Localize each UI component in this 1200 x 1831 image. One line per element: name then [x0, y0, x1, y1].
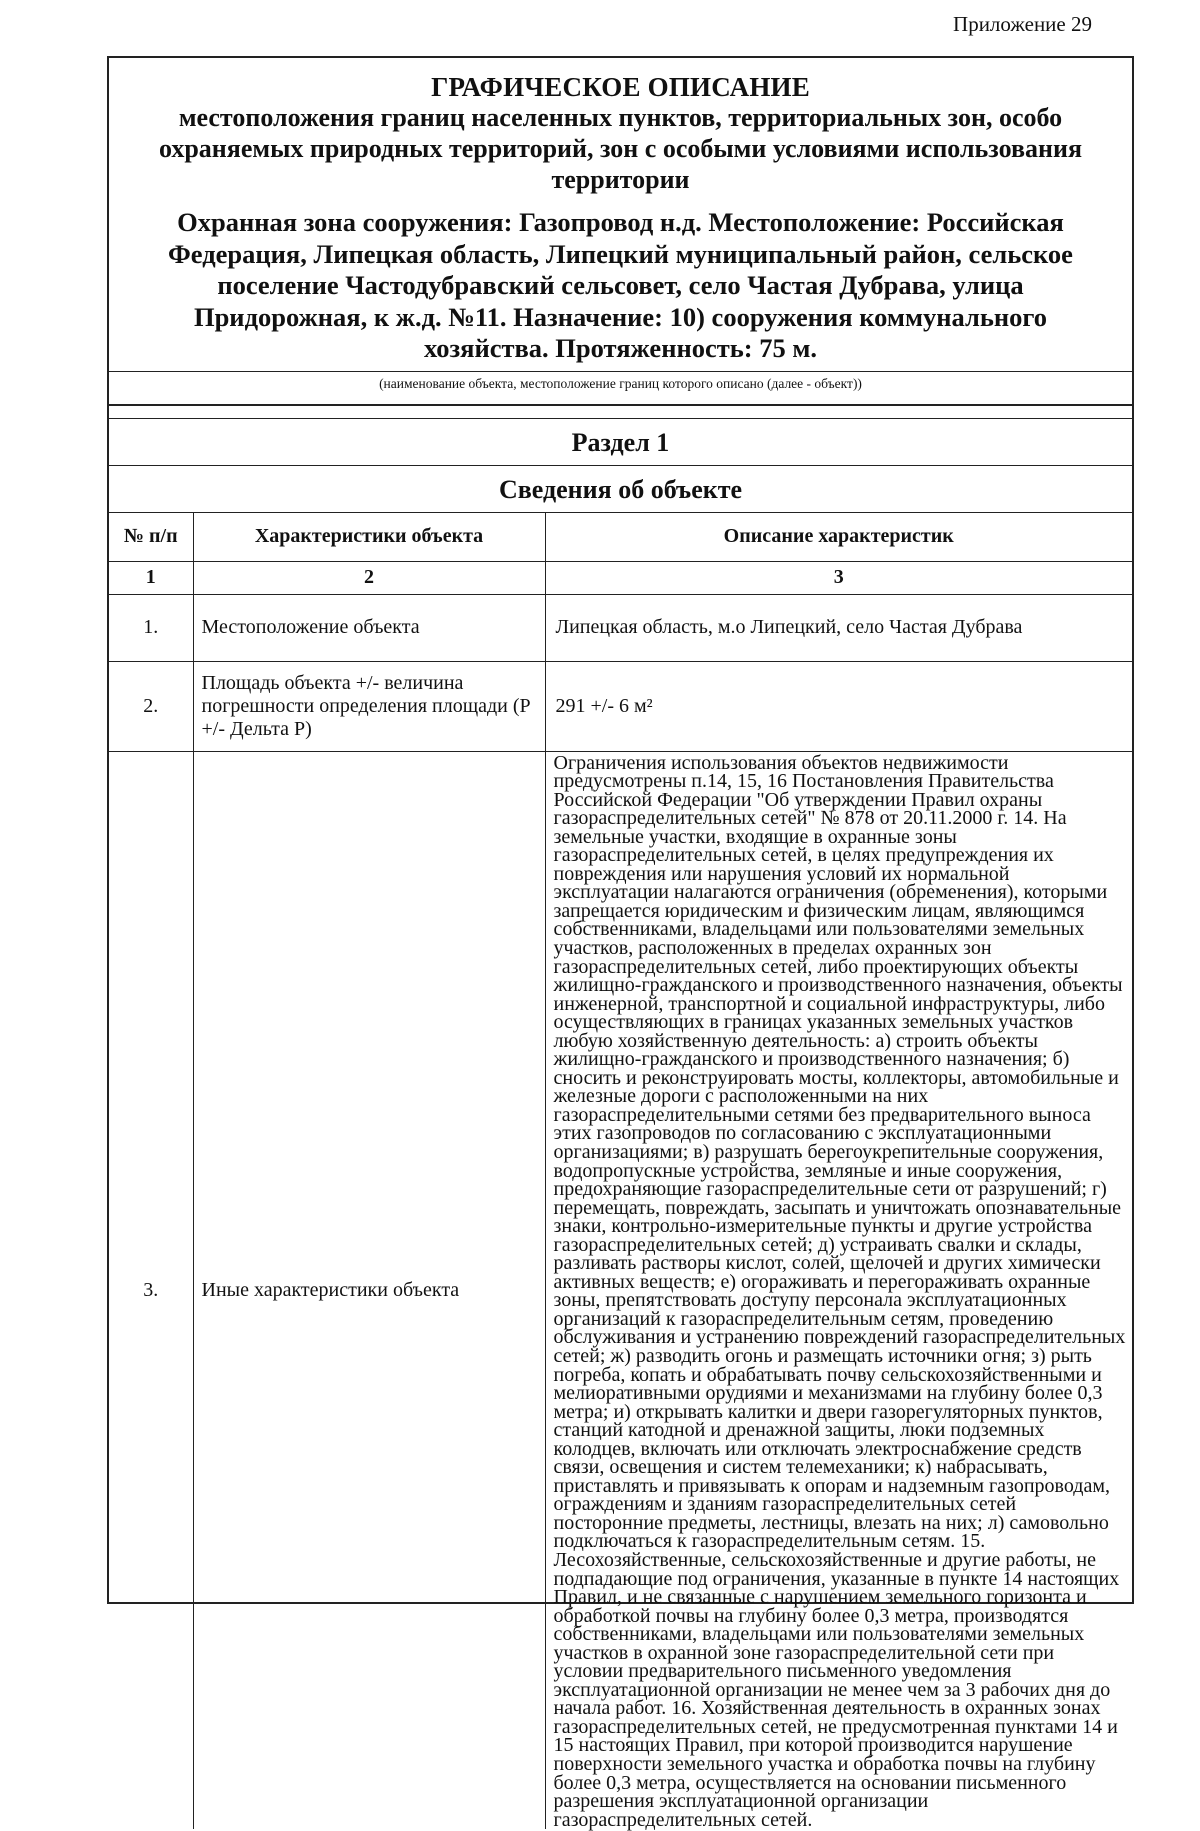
- table-row: [109, 661, 1132, 751]
- section-subtitle: Сведения об объекте: [109, 466, 1132, 513]
- section-title: Раздел 1: [109, 419, 1132, 466]
- object-name: Охранная зона сооружения: Газопровод н.д. Местоположение: Российская Федерация, Липецкая область, Липецкий муниципальный район, сельское поселение Частодубравский сельсовет, село Частая Дубрава, улица Придорожная, к ж.д. №11. Назначение: 10) сооружения коммунального хозяйства. Протяженность: 75 м.: [168, 207, 1073, 363]
- column-header-characteristics: Характеристики объекта: [193, 513, 545, 561]
- document-subtitle: местоположения границ населенных пунктов, территориальных зон, особо охраняемых природных территорий, зон с особыми условиями использования территории: [158, 103, 1083, 194]
- appendix-label: Приложение 29: [953, 12, 1092, 36]
- column-number: 3: [545, 561, 1132, 594]
- object-name-caption: (наименование объекта, местоположение границ которого описано (далее - объект)): [109, 372, 1132, 406]
- column-header-number: № п/п: [109, 513, 193, 561]
- column-number: 1: [109, 561, 193, 594]
- object-info-table: [109, 513, 1132, 1829]
- row-number: 1.: [109, 594, 193, 661]
- row-label: Иные характеристики объекта: [193, 751, 545, 1829]
- row-label: Площадь объекта +/- величина погрешности определения площади (Р +/- Дельта Р): [193, 661, 545, 751]
- column-number: 2: [193, 561, 545, 594]
- table-row: [109, 594, 1132, 661]
- row-value: 291 +/- 6 м²: [545, 661, 1132, 751]
- document-frame: [107, 56, 1134, 1831]
- column-header-description: Описание характеристик: [545, 513, 1132, 561]
- row-value: Липецкая область, м.о Липецкий, село Частая Дубрава: [545, 594, 1132, 661]
- row-number: 2.: [109, 661, 193, 751]
- table-row: [109, 751, 1132, 1829]
- document-header: [109, 58, 1132, 372]
- spacer: [109, 406, 1132, 419]
- row-value-restrictions: Ограничения использования объектов недвижимости предусмотрены п.14, 15, 16 Постановления Правительства Российской Федерации "Об утверждении Правил охраны газораспределительных сетей" № 878 от 20.11.2000 г. 14. На земельные участки, входящие в охранные зоны газораспределительных сетей, в целях предупреждения их повреждения или нарушения условий их нормальной эксплуатации налагаются ограничения (обременения), которыми запрещается юридическим и физическим лицам, являющимся собственниками, владельцами или пользователями земельных участков, расположенных в пределах охранных зон газораспределительных сетей, либо проектирующих объекты жилищно-гражданского и производственного назначения, объекты инженерной, транспортной и социальной инфраструктуры, либо осуществляющих в границах указанных земельных участков любую хозяйственную деятельность: а) строить объекты жилищно-гражданского и производственного назначения; б) сносить и реконструировать мосты, коллекторы, автомобильные и железные дороги с расположенными на них газораспределительными сетями без предварительного выноса этих газопроводов по согласованию с эксплуатационными организациями; в) разрушать берегоукрепительные сооружения, водопропускные устройства, земляные и иные сооружения, предохраняющие газораспределительные сети от разрушений; г) перемещать, повреждать, засыпать и уничтожать опознавательные знаки, контрольно-измерительные пункты и другие устройства газораспределительных сетей; д) устраивать свалки и склады, разливать растворы кислот, солей, щелочей и других химически активных веществ; е) огораживать и перегораживать охранные зоны, препятствовать доступу персонала эксплуатационных организаций к газораспределительным сетям, проведению обслуживания и устранению повреждений газораспределительных сетей; ж) разводить огонь и размещать источники огня; з) рыть погреба, копать и обрабатывать почву сельскохозяйственными и мелиоративными орудиями и механизмами на глубину более 0,3 метра; и) открывать калитки и двери газорегуляторных пунктов, станций катодной и дренажной защиты, люки подземных колодцев, включать или отключать электроснабжение средств связи, освещения и систем телемеханики; к) набрасывать, приставлять и привязывать к опорам и надземным газопроводам, ограждениям и зданиям газораспределительных сетей посторонние предметы, лестницы, влезать на них; л) самовольно подключаться к газораспределительным сетям. 15. Лесохозяйственные, сельскохозяйственные и другие работы, не подпадающие под ограничения, указанные в пункте 14 настоящих Правил, и не связанные с нарушением земельного горизонта и обработкой почвы на глубину более 0,3 метра, производятся собственниками, владельцами или пользователями земельных участков в охранной зоне газораспределительной сети при условии предварительного письменного уведомления эксплуатационной организации не менее чем за 3 рабочих дня до начала работ. 16. Хозяйственная деятельность в охранных зонах газораспределительных сетей, не предусмотренная пунктами 14 и 15 настоящих Правил, при которой производится нарушение поверхности земельного участка и обработка почвы на глубину более 0,3 метра, осуществляется на основании письменного разрешения эксплуатационной организации газораспределительных сетей.: [545, 751, 1132, 1829]
- document-title: ГРАФИЧЕСКОЕ ОПИСАНИЕ: [431, 72, 810, 102]
- row-number: 3.: [109, 751, 193, 1829]
- row-label: Местоположение объекта: [193, 594, 545, 661]
- table-header-row: [109, 513, 1132, 561]
- column-number-row: [109, 561, 1132, 594]
